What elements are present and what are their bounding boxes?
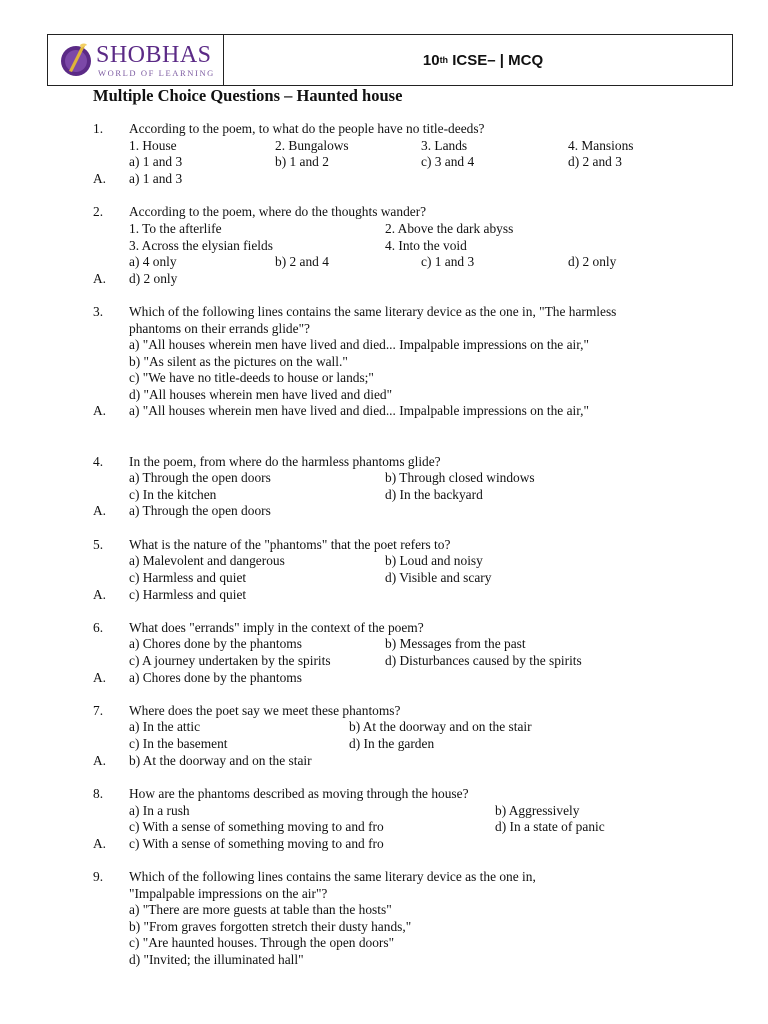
question-number: 7. (93, 703, 104, 718)
answer-label: A. (93, 836, 107, 851)
question-text-line-1: Which of the following lines contains the same literary device as the one in, "The harmless (129, 304, 617, 319)
list-item: 1. To the afterlife (129, 221, 222, 236)
question-text: What is the nature of the "phantoms" that the poet refers to? (129, 537, 451, 552)
option-a: a) Through the open doors (129, 470, 271, 485)
option-d: d) 2 only (568, 254, 617, 269)
option-c: c) 3 and 4 (421, 154, 475, 169)
answer-text: a) Through the open doors (129, 503, 271, 518)
option-c: c) 1 and 3 (421, 254, 475, 269)
option-c: c) "We have no title-deeds to house or lands;" (129, 370, 374, 385)
logo-tagline: WORLD OF LEARNING (98, 68, 215, 78)
option-b: b) 2 and 4 (275, 254, 329, 269)
answer-label: A. (93, 403, 107, 418)
header-title (224, 35, 732, 85)
header-title-sup: th (439, 55, 449, 65)
option-b: b) "From graves forgotten stretch their dusty hands," (129, 919, 412, 934)
option-a: a) "All houses wherein men have lived and died... Impalpable impressions on the air," (129, 337, 589, 352)
list-item: 3. Across the elysian fields (129, 238, 273, 253)
option-c: c) Harmless and quiet (129, 570, 247, 585)
question-text: Where does the poet say we meet these phantoms? (129, 703, 401, 718)
option-d: d) In the garden (349, 736, 435, 751)
option-a: a) Malevolent and dangerous (129, 553, 285, 568)
answer-label: A. (93, 753, 107, 768)
list-item: 2. Bungalows (275, 138, 349, 153)
answer-label: A. (93, 670, 107, 685)
question-number: 5. (93, 537, 104, 552)
option-c: c) In the basement (129, 736, 228, 751)
answer-text: b) At the doorway and on the stair (129, 753, 312, 768)
question-text-line-1: Which of the following lines contains the same literary device as the one in, (129, 869, 536, 884)
option-a: a) "There are more guests at table than the hosts" (129, 902, 392, 917)
option-a: a) 1 and 3 (129, 154, 183, 169)
logo (48, 35, 224, 85)
answer-text: a) Chores done by the phantoms (129, 670, 302, 685)
question-number: 8. (93, 786, 104, 801)
option-b: b) Through closed windows (385, 470, 535, 485)
list-item: 2. Above the dark abyss (385, 221, 514, 236)
answer-text: a) "All houses wherein men have lived and died... Impalpable impressions on the air," (129, 403, 589, 418)
option-b: b) Messages from the past (385, 636, 526, 651)
list-item: 1. House (129, 138, 177, 153)
question-text: According to the poem, where do the thoughts wander? (129, 204, 427, 219)
question-text: What does "errands" imply in the context of the poem? (129, 620, 424, 635)
option-a: a) 4 only (129, 254, 177, 269)
option-b: b) Aggressively (495, 803, 580, 818)
option-b: b) "As silent as the pictures on the wall." (129, 354, 348, 369)
option-d: d) Disturbances caused by the spirits (385, 653, 582, 668)
question-number: 3. (93, 304, 104, 319)
option-d: d) 2 and 3 (568, 154, 622, 169)
question-text: According to the poem, to what do the people have no title-deeds? (129, 121, 485, 136)
option-c: c) With a sense of something moving to and fro (129, 819, 384, 834)
header-title-prefix: 10 (422, 51, 440, 69)
answer-label: A. (93, 271, 107, 286)
answer-text: a) 1 and 3 (129, 171, 183, 186)
option-a: a) Chores done by the phantoms (129, 636, 302, 651)
option-b: b) Loud and noisy (385, 553, 483, 568)
option-b: b) 1 and 2 (275, 154, 329, 169)
question-number: 9. (93, 869, 104, 884)
question-text-line-2: "Impalpable impressions on the air"? (129, 886, 328, 901)
question-number: 6. (93, 620, 104, 635)
option-c: c) "Are haunted houses. Through the open doors" (129, 935, 395, 950)
question-text-line-2: phantoms on their errands glide"? (129, 321, 310, 336)
option-c: c) In the kitchen (129, 487, 217, 502)
option-d: d) In a state of panic (495, 819, 605, 834)
question-number: 4. (93, 454, 104, 469)
option-a: a) In the attic (129, 719, 201, 734)
list-item: 3. Lands (421, 138, 468, 153)
answer-label: A. (93, 587, 107, 602)
option-d: d) In the backyard (385, 487, 483, 502)
list-item: 4. Mansions (568, 138, 634, 153)
question-number: 1. (93, 121, 104, 136)
question-text: How are the phantoms described as moving through the house? (129, 786, 469, 801)
option-d: d) "Invited; the illuminated hall" (129, 952, 304, 967)
answer-text: c) Harmless and quiet (129, 587, 247, 602)
question-text: In the poem, from where do the harmless phantoms glide? (129, 454, 441, 469)
answer-text: c) With a sense of something moving to and fro (129, 836, 384, 851)
logo-name: SHOBHAS (96, 42, 212, 68)
answer-label: A. (93, 171, 107, 186)
answer-text: d) 2 only (129, 271, 178, 286)
page-title: Multiple Choice Questions – Haunted house (93, 86, 403, 105)
option-d: d) Visible and scary (385, 570, 492, 585)
question-number: 2. (93, 204, 104, 219)
list-item: 4. Into the void (385, 238, 467, 253)
option-a: a) In a rush (129, 803, 190, 818)
shobhas-emblem-icon (60, 41, 92, 79)
page-header (47, 34, 733, 86)
option-d: d) "All houses wherein men have lived and died" (129, 387, 393, 402)
option-b: b) At the doorway and on the stair (349, 719, 532, 734)
header-title-rest: ICSE– | MCQ (448, 51, 544, 69)
option-c: c) A journey undertaken by the spirits (129, 653, 331, 668)
answer-label: A. (93, 503, 107, 518)
